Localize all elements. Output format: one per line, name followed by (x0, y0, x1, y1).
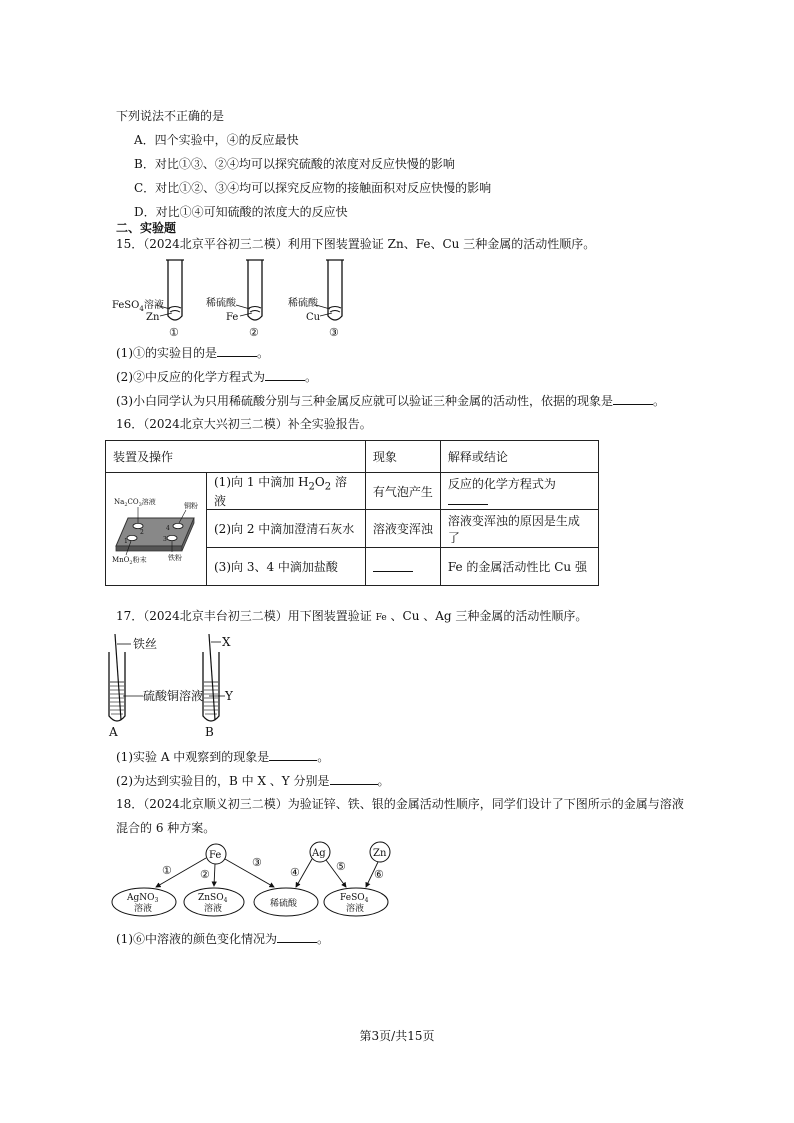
scheme-4: ④ (290, 866, 300, 879)
tube1-solution-tail: 溶液 (143, 300, 164, 311)
q18-stem-line1: 18．（2024北京顺义初三二模）为验证锌、铁、银的金属活动性顺序，同学们设计了下图所示的金属与溶液 (116, 797, 684, 811)
q15-part3: (3)小白同学认为只用稀硫酸分别与三种金属反应就可以验证三种金属的活动性，依据的现象是 。 (116, 394, 666, 408)
phenomenon-cell: 溶液变浑浊 (365, 510, 440, 548)
x-label: X (222, 635, 231, 649)
tube2-solution-label: 稀硫酸 (206, 298, 236, 309)
well-number-2: 2 (140, 528, 144, 536)
answer-blank[interactable] (217, 344, 257, 357)
test-tube-a (109, 634, 125, 721)
table-header-row (106, 441, 599, 473)
header-cell: 现象 (365, 441, 440, 473)
q18-stem-line2: 混合的 6 种方案。 (116, 821, 216, 835)
operation-cell: (2)向 2 中滴加澄清石灰水 (207, 510, 366, 548)
conclusion-cell: 反应的化学方程式为 (440, 473, 598, 510)
test-tube-b (203, 634, 219, 721)
tube2-metal-label: Fe (226, 312, 239, 323)
q15-test-tubes-figure (108, 256, 368, 340)
option-a: A．四个实验中，④的反应最快 (134, 133, 299, 147)
q18-part1: (1)⑥中溶液的颜色变化情况为 。 (116, 932, 330, 946)
q15-stem: 15．（2024北京平谷初三二模）利用下图装置验证 Zn、Fe、Cu 三种金属的活动性顺序。 (116, 237, 596, 251)
svg-text:ZnSO4: ZnSO$_4$ (198, 893, 228, 904)
y-label: Y (225, 689, 233, 703)
question-intro: 下列说法不正确的是 (116, 109, 225, 123)
svg-text:AgNO3: AgNO$_3$ (127, 893, 159, 904)
answer-blank[interactable] (613, 392, 653, 405)
apparatus-cell (106, 473, 207, 586)
tube3-solution-label: 稀硫酸 (288, 298, 318, 309)
phenomenon-cell: 有气泡产生 (365, 473, 440, 510)
na2co3-label: Na (114, 497, 125, 506)
scheme-1: ① (162, 864, 172, 877)
tube1-number: ① (169, 326, 179, 339)
answer-blank[interactable] (330, 772, 378, 785)
mno2-label: MnO (112, 555, 130, 564)
operation-cell: (1)向 1 中滴加 $H_2O_2$ 溶液 (207, 473, 366, 510)
tube3-metal-label: Cu (306, 312, 321, 323)
option-b: B．对比①③、②④均可以探究硫酸的浓度对反应快慢的影响 (134, 157, 455, 171)
q16-stem: 16．（2024北京大兴初三二模）补全实验报告。 (116, 417, 372, 431)
option-d: D．对比①④可知硫酸的浓度大的反应快 (134, 205, 348, 219)
answer-blank[interactable] (269, 748, 317, 761)
tube3-number: ③ (329, 326, 339, 339)
feso4-label: FeSO (340, 893, 365, 903)
copper-powder-label: 铜粉 (184, 501, 198, 510)
agno3-label: AgNO (127, 893, 155, 903)
ag-label: Ag (312, 848, 326, 859)
scheme-5: ⑤ (336, 860, 346, 873)
q17-part2: (2)为达到实验目的，B 中 X 、Y 分别是 。 (116, 774, 390, 788)
q15-part2: (2)②中反应的化学方程式为 。 (116, 370, 318, 384)
q18-scheme-diagram (110, 840, 410, 920)
scheme-6: ⑥ (374, 868, 384, 881)
tube-b-label: B (205, 725, 214, 739)
q17-stem: 17．（2024北京丰台初三二模）用下图装置验证 Fe 、Cu 、Ag 三种金属的活动性顺序。 (116, 609, 588, 623)
tube1-metal-label: Zn (146, 312, 160, 323)
test-tube-2 (236, 260, 264, 320)
fe-label: Fe (209, 850, 222, 861)
svg-text:FeSO4溶液 (112, 298, 164, 313)
tube1-solution-label: FeSO (112, 300, 140, 311)
operation-cell: (3)向 3、4 中滴加盐酸 (207, 548, 366, 586)
answer-blank[interactable] (265, 368, 305, 381)
znso4-label: ZnSO (198, 893, 224, 903)
option-c: C．对比①②、③④均可以探究反应物的接触面积对反应快慢的影响 (134, 181, 492, 195)
conclusion-cell: Fe 的金属活动性比 Cu 强 (440, 548, 598, 586)
answer-blank[interactable] (373, 559, 413, 572)
well-number-3: 3 (163, 535, 167, 543)
table-row (106, 473, 599, 510)
agno3-solution-word: 溶液 (134, 904, 153, 914)
tube2-number: ② (249, 326, 259, 339)
answer-blank[interactable] (448, 492, 488, 505)
test-tube-3 (316, 260, 344, 320)
header-cell: 解释或结论 (440, 441, 598, 473)
znso4-solution-word: 溶液 (204, 904, 223, 914)
iron-wire-label: 铁丝 (133, 637, 158, 651)
scheme-3: ③ (252, 856, 262, 869)
well-plate-figure (106, 488, 206, 568)
conclusion-cell: 溶液变浑浊的原因是生成了 (440, 510, 598, 548)
test-tube-1 (156, 260, 184, 320)
well-number-1: 1 (124, 537, 128, 545)
answer-blank[interactable] (277, 930, 317, 943)
tube1-solution-subscript: 4 (139, 305, 144, 313)
q17-part1: (1)实验 A 中观察到的现象是 。 (116, 750, 330, 764)
scheme-2: ② (200, 868, 210, 881)
experiment-report-table (105, 440, 599, 586)
header-cell: 装置及操作 (106, 441, 366, 473)
phenomenon-cell (365, 548, 440, 586)
copper-sulfate-label: 硫酸铜溶液 (143, 689, 204, 703)
page-footer: 第3页/共15页 (359, 1029, 435, 1043)
dilute-acid-label: 稀硫酸 (270, 899, 298, 909)
svg-text:Na2CO3溶液: $Na_2CO_3$溶液 (114, 497, 156, 508)
section-heading: 二、实验题 (116, 221, 177, 235)
q15-part1: (1)①的实验目的是 。 (116, 346, 270, 360)
tube-a-label: A (109, 725, 118, 739)
feso4-solution-word: 溶液 (346, 904, 365, 914)
svg-text:FeSO4: FeSO$_4$ (340, 893, 369, 904)
q17-apparatus-figure (105, 630, 265, 738)
well-number-4: 4 (166, 524, 170, 532)
iron-powder-label: 铁粉 (168, 553, 182, 562)
zn-label: Zn (373, 848, 387, 859)
svg-text:MnO2粉末: MnO$_2$粉末 (112, 555, 147, 566)
